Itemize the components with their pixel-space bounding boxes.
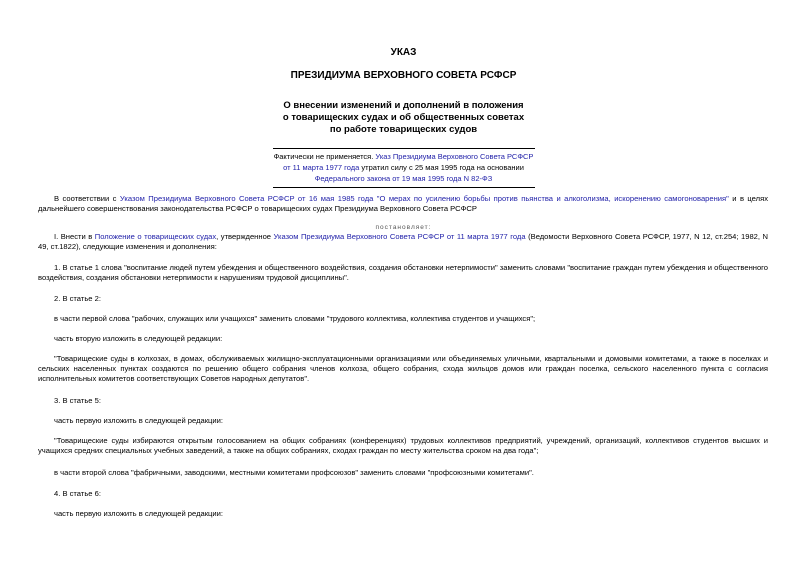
note-link-date[interactable]: от 11 марта 1977 года <box>283 163 360 172</box>
doc-title: УКАЗ <box>390 47 417 58</box>
preamble-paragraph <box>38 194 768 214</box>
subtitle-line-2: о товарищеских судах и об общественных советах <box>282 112 525 123</box>
paragraph-2: 2. В статье 2: <box>54 294 101 303</box>
status-note <box>0 151 807 184</box>
paragraph-8: "Товарищеские суды избираются открытым голосованием на общих собраниях (конференциях) трудовых коллективов предприятий, учреждений, организаций, коллективов студентов высших и учащихся средних специальных учебных заведений, а также на общих собраниях, сходах граждан по месту жительства сроком на два года"; <box>38 436 768 455</box>
paragraph-5: "Товарищеские суды в колхозах, в домах, обслуживаемых жилищно-эксплуатационными организациями или объединяемых уличными, квартальными и домовыми комитетами, а также в поселках и сельских населенных пунктах создаются по решению общего собрания членов колхоза, общего собрания, схода жильцов домов или граждан поселка, сельского населенного пункта с согласия исполнительных комитетов соответствующих Советов народных депутатов". <box>38 354 768 383</box>
subtitle-line-1: О внесении изменений и дополнений в положения <box>283 100 524 111</box>
item-1-paragraph <box>38 232 768 252</box>
divider-bottom <box>273 187 535 188</box>
item1-text: I. Внести в <box>54 232 93 241</box>
paragraph-6: 3. В статье 5: <box>54 396 101 405</box>
subtitle-line-3: по работе товарищеских судов <box>329 124 478 135</box>
preamble-link-decree-1985[interactable]: Указом Президиума Верховного Совета РСФСР от 16 мая 1985 года "О мерах по усилению борьбы против пьянства и алкоголизма, искоренению самогоноварения" <box>119 194 729 203</box>
link-decree-1977[interactable]: Указом Президиума Верховного Совета РСФСР от 11 марта 1977 года <box>273 232 526 241</box>
paragraph-7: часть первую изложить в следующей редакции: <box>54 416 223 425</box>
preamble-text-2: и в целях дальнейшего совершенствования законодательства РСФСР о товарищеских судах Президиума Верховного Совета РСФСР <box>38 194 768 213</box>
note-text: утратил силу с 25 мая 1995 года на основании <box>361 163 524 172</box>
note-link-decree[interactable]: Указ Президиума Верховного Совета РСФСР <box>375 152 534 161</box>
item1-mid: , утвержденное <box>216 232 272 241</box>
link-polozhenie[interactable]: Положение о товарищеских судах <box>94 232 217 241</box>
paragraph-4: часть вторую изложить в следующей редакции: <box>54 334 223 343</box>
doc-subtitle <box>0 100 807 136</box>
note-link-federal-law[interactable]: Федерального закона от 19 мая 1995 года N 82-ФЗ <box>314 174 493 183</box>
item1-post: (Ведомости Верховного Совета РСФСР, 1977, N 12, ст.254; 1982, N 49, ст.1822), следующие изменения и дополнения: <box>38 232 768 251</box>
divider-top <box>273 148 535 149</box>
note-prefix: Фактически не применяется. <box>273 152 374 161</box>
paragraph-1: 1. В статье 1 слова "воспитание людей путем убеждения и общественного воздействия, создания обстановки нетерпимости" заменить словами "воспитание граждан путем убеждения и общественного воздействия, создания обстановки нетерпимости к нарушениям трудовой дисциплины". <box>38 263 768 282</box>
paragraph-9: в части второй слова "фабричными, заводскими, местными комитетами профсоюзов" заменить словами "профсоюзными комитетами". <box>54 468 534 477</box>
doc-issuer: ПРЕЗИДИУМА ВЕРХОВНОГО СОВЕТА РСФСР <box>290 70 517 81</box>
postanovlyaet-label: постановляет: <box>375 224 432 231</box>
paragraph-11: часть первую изложить в следующей редакции: <box>54 509 223 518</box>
preamble-text: В соответствии с <box>54 194 117 203</box>
paragraph-10: 4. В статье 6: <box>54 489 101 498</box>
paragraph-3: в части первой слова "рабочих, служащих или учащихся" заменить словами "трудового коллектива, коллектива студентов и учащихся"; <box>54 314 536 323</box>
